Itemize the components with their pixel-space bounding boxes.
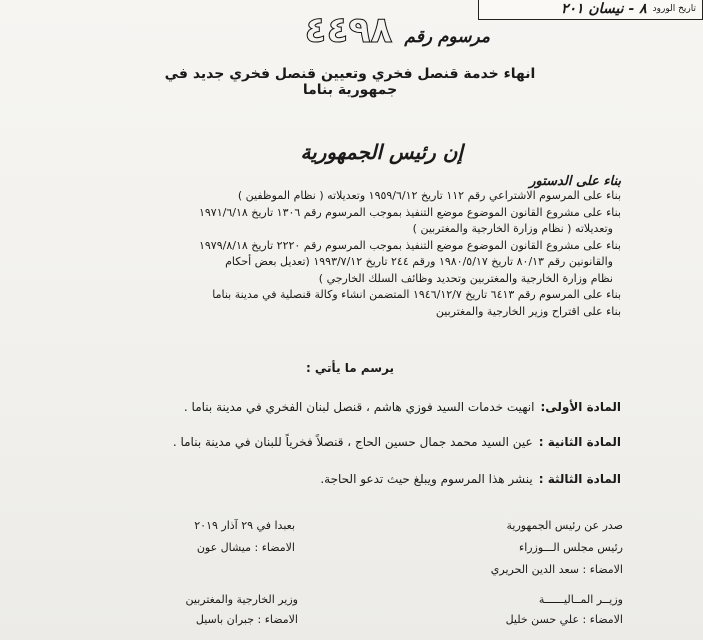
pm-signature-block <box>453 515 623 581</box>
preamble-line: نظام وزارة الخارجية والمغتربين وتحديد وظائف السلك الخارجي ) <box>318 271 613 285</box>
decree-subject: انهاء خدمة قنصل فخري وتعيين قنصل فخري جديد في جمهورية بناما <box>164 66 536 98</box>
finance-minister-block <box>433 590 623 630</box>
decree-number-line <box>230 10 490 51</box>
president-heading: إن رئيس الجمهورية <box>300 140 463 164</box>
article-label: المادة الثانية : <box>538 435 621 449</box>
date-line: بعبدا في ٢٩ آذار ٢٠١٩ <box>194 519 295 532</box>
president-signature-block <box>145 515 295 559</box>
president-signature: الامضاء : ميشال عون <box>196 541 295 554</box>
preamble-line: بناء على المرسوم رقم ٦٤١٣ تاريخ ١٩٤٦/١٢/٧ المتضمن انشاء وكالة قنصلية في مدينة بناما <box>212 288 621 301</box>
preamble-line: بناء على مشروع القانون الموضوع موضع التنفيذ بموجب المرسوم رقم ١٣٠٦ تاريخ ١٩٧١/٦/١٨ <box>198 205 621 219</box>
finance-signature: الامضاء : علي حسن خليل <box>505 613 623 626</box>
foreign-signature: الامضاء : جبران باسيل <box>195 613 298 626</box>
article-text: عين السيد محمد جمال حسين الحاج ، قنصلاً فخرياً للبنان في مدينة بناما . <box>172 435 533 449</box>
decree-label: مرسوم رقم <box>404 27 490 47</box>
foreign-minister-block <box>148 590 298 630</box>
article-1 <box>61 400 621 414</box>
foreign-title: وزير الخارجية والمغتربين <box>185 593 298 606</box>
preamble-line: والقانونين رقم ٨٠/١٣ تاريخ ١٩٨٠/٥/١٧ ورقم ٢٤٤ تاريخ ١٩٩٣/٧/١٢ (تعديل بعض أحكام <box>225 255 613 268</box>
preamble-line: بناء على مشروع القانون الموضوع موضع التنفيذ بموجب المرسوم رقم ٢٢٢٠ تاريخ ١٩٧٩/٨/١٨ <box>198 238 621 252</box>
decides-heading: يرسم ما يأتي : <box>305 361 395 375</box>
preamble-line: بناء على المرسوم الاشتراعي رقم ١١٢ تاريخ ١٩٥٩/٦/١٢ وتعديلاته ( نظام الموظفين ) <box>237 189 621 202</box>
article-2 <box>61 435 621 449</box>
arrival-date-stamp <box>478 0 703 20</box>
article-3 <box>61 472 621 486</box>
article-label: المادة الثالثة : <box>538 472 621 486</box>
article-text: انهيت خدمات السيد فوزي هاشم ، قنصل لبنان الفخري في مدينة بناما . <box>183 400 535 414</box>
preamble-line: وتعديلاته ( نظام وزارة الخارجية والمغتربين ) <box>412 222 613 235</box>
pm-signature: الامضاء : سعد الدين الحريري <box>490 563 623 576</box>
pm-title: رئيس مجلس الـــوزراء <box>519 541 623 554</box>
preamble <box>76 188 621 320</box>
issued-by: صدر عن رئيس الجمهورية <box>506 519 623 532</box>
finance-title: وزيــر المــاليــــــة <box>538 593 623 606</box>
article-text: ينشر هذا المرسوم ويبلغ حيث تدعو الحاجة. <box>320 472 533 486</box>
stamp-label: تاريخ الورود <box>652 3 696 14</box>
constitution-basis: بناء على الدستور <box>529 174 621 189</box>
preamble-line: بناء على اقتراح وزير الخارجية والمغتربين <box>435 304 621 318</box>
stamp-value: ٨ - نيسان ٢٠١ <box>560 0 647 17</box>
decree-number: ٤٤٩٨ <box>304 10 393 51</box>
article-label: المادة الأولى: <box>540 400 621 414</box>
